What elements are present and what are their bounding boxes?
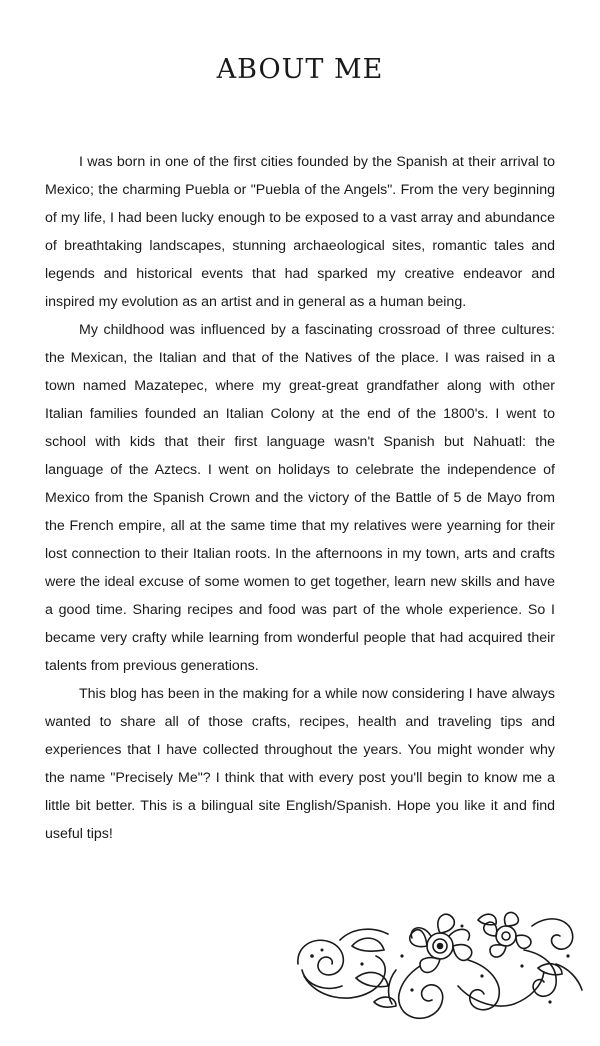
about-text bbox=[45, 148, 555, 848]
page-title: ABOUT ME bbox=[216, 54, 384, 85]
floral-ornament-icon bbox=[292, 906, 588, 1026]
paragraph-birth: I was born in one of the first cities founded by the Spanish at their arrival to Mexico; the charming Puebla or "Puebla of the Angels". From the very beginning of my life, I had been lucky enough to be exposed to a vast array and abundance of breathtaking landscapes, stunning archaeological sites, romantic tales and legends and historical events that had sparked my creative endeavor and inspired my evolution as an artist and in general as a human being. bbox=[45, 154, 555, 310]
paragraph-blog: This blog has been in the making for a while now considering I have always wanted to share all of those crafts, recipes, health and traveling tips and experiences that I have collected throughout the years. You might wonder why the name "Precisely Me"? I think that with every post you'll begin to know me a little bit better. This is a bilingual site English/Spanish. Hope you like it and find useful tips! bbox=[45, 686, 555, 842]
paragraph-childhood: My childhood was influenced by a fascinating crossroad of three cultures: the Mexican, the Italian and that of the Natives of the place. I was raised in a town named Mazatepec, where my great-great grandfather along with other Italian families founded an Italian Colony at the end of the 1800's. I went to school with kids that their first language wasn't Spanish but Nahuatl: the language of the Aztecs. I went on holidays to celebrate the independence of Mexico from the Spanish Crown and the victory of the Battle of 5 de Mayo from the French empire, all at the same time that my relatives were yearning for their lost connection to their Italian roots. In the afternoons in my town, arts and crafts were the ideal excuse of some women to get together, learn new skills and have a good time. Sharing recipes and food was part of the whole experience. So I became very crafty while learning from wonderful people that had acquired their talents from previous generations. bbox=[45, 322, 555, 674]
